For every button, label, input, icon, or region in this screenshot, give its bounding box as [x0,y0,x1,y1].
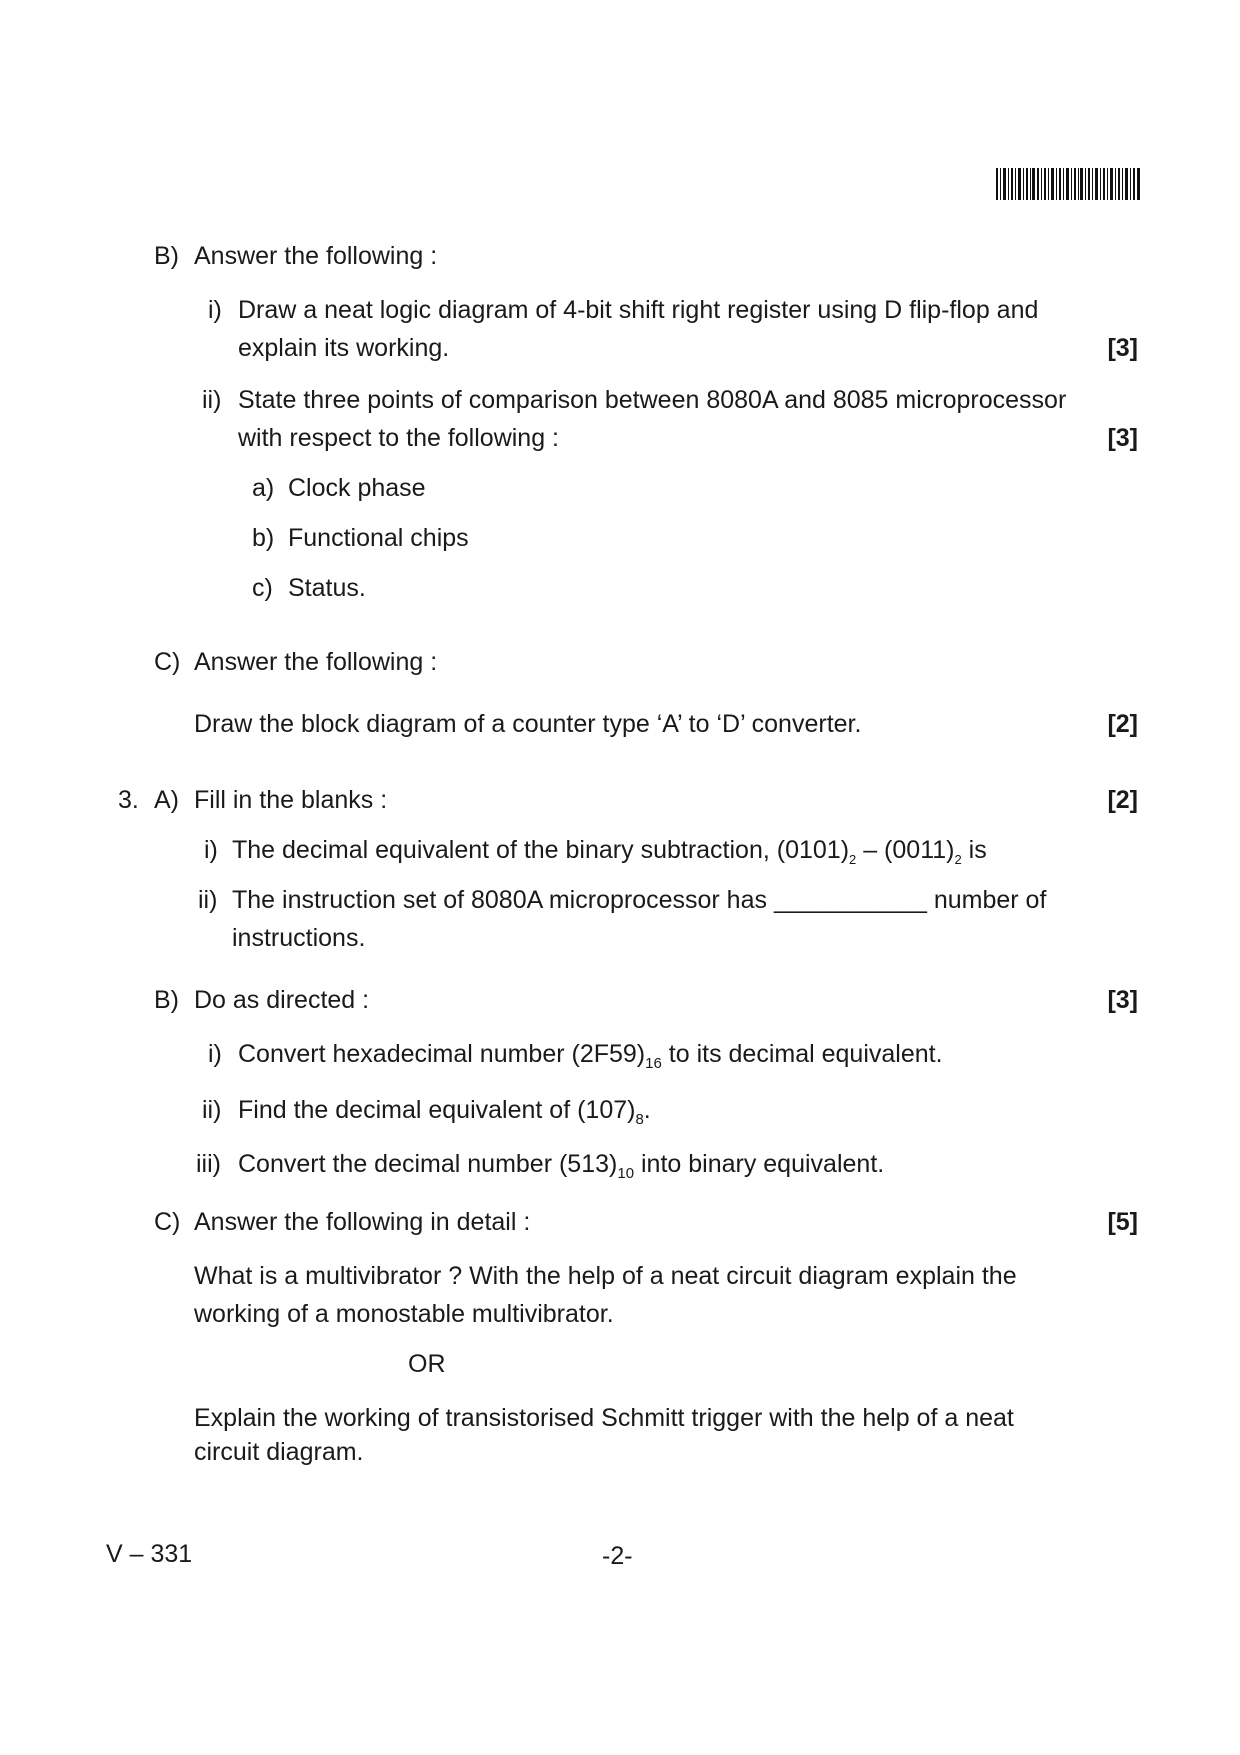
q2b-i-number: i) [208,296,222,324]
q2b-ii-marks: [3] [1107,424,1138,452]
q3a-ii-number: ii) [198,886,218,914]
q3c-question2-line1: Explain the working of transistorised Schmitt trigger with the help of a neat [194,1404,1014,1432]
q2b-i-line2: explain its working. [238,334,450,362]
page-number: -2- [602,1542,633,1570]
q3c-question1-line1: What is a multivibrator ? With the help of a neat circuit diagram explain the [194,1262,1017,1290]
q2c-label: C) [154,648,181,676]
q3-number: 3. [118,786,139,814]
q3a-ii-line1: The instruction set of 8080A microprocessor has ___________ number of [232,886,1047,914]
q3c-question2-line2: circuit diagram. [194,1438,364,1466]
option-text: Clock phase [288,474,426,502]
q3a-heading: Fill in the blanks : [194,786,388,814]
q2c-heading: Answer the following : [194,648,438,676]
q2b-ii-line1: State three points of comparison between 8080A and 8085 microprocessor [238,386,1067,414]
q2b-label: B) [154,242,179,270]
q2b-ii-line2: with respect to the following : [238,424,559,452]
q2b-heading: Answer the following : [194,242,438,270]
q3a-i-text: The decimal equivalent of the binary subtraction, $(0101)_2 - (0011)_2$ is [232,836,987,867]
fill-blank: ___________ [773,886,927,914]
q2b-i-line1: Draw a neat logic diagram of 4-bit shift right register using D flip-flop and [238,296,1039,324]
paper-code: V – 331 [106,1540,193,1568]
q3b-label: B) [154,986,179,1014]
barcode-icon [996,168,1140,200]
q3b-i-text: Convert hexadecimal number $(2F59)_{16}$ to its decimal equivalent. [238,1040,943,1072]
option-text: Status. [288,574,366,602]
option-label: b) [252,524,275,552]
q2c-text: Draw the block diagram of a counter type ‘A’ to ‘D’ converter. [194,710,862,738]
q3b-ii-text: Find the decimal equivalent of $(107)_8$. [238,1096,651,1128]
option-label: a) [252,474,275,502]
q3b-marks: [3] [1107,986,1138,1014]
q3b-heading: Do as directed : [194,986,370,1014]
q3b-i-number: i) [208,1040,222,1068]
q3a-i-number: i) [204,836,218,864]
q2b-ii-number: ii) [202,386,222,414]
q3b-iii-text: Convert the decimal number $(513)_{10}$ into binary equivalent. [238,1150,885,1182]
option-text: Functional chips [288,524,469,552]
q3a-marks: [2] [1107,786,1138,814]
q3b-ii-number: ii) [202,1096,222,1124]
q2b-i-marks: [3] [1107,334,1138,362]
q3a-ii-line2: instructions. [232,924,366,952]
q3a-label: A) [154,786,179,814]
q3c-label: C) [154,1208,181,1236]
q3c-question1-line2: working of a monostable multivibrator. [194,1300,614,1328]
q2c-marks: [2] [1107,710,1138,738]
q3b-iii-number: iii) [196,1150,221,1178]
or-separator: OR [408,1350,446,1378]
q3c-heading: Answer the following in detail : [194,1208,531,1236]
option-label: c) [252,574,273,602]
q3c-marks: [5] [1107,1208,1138,1236]
